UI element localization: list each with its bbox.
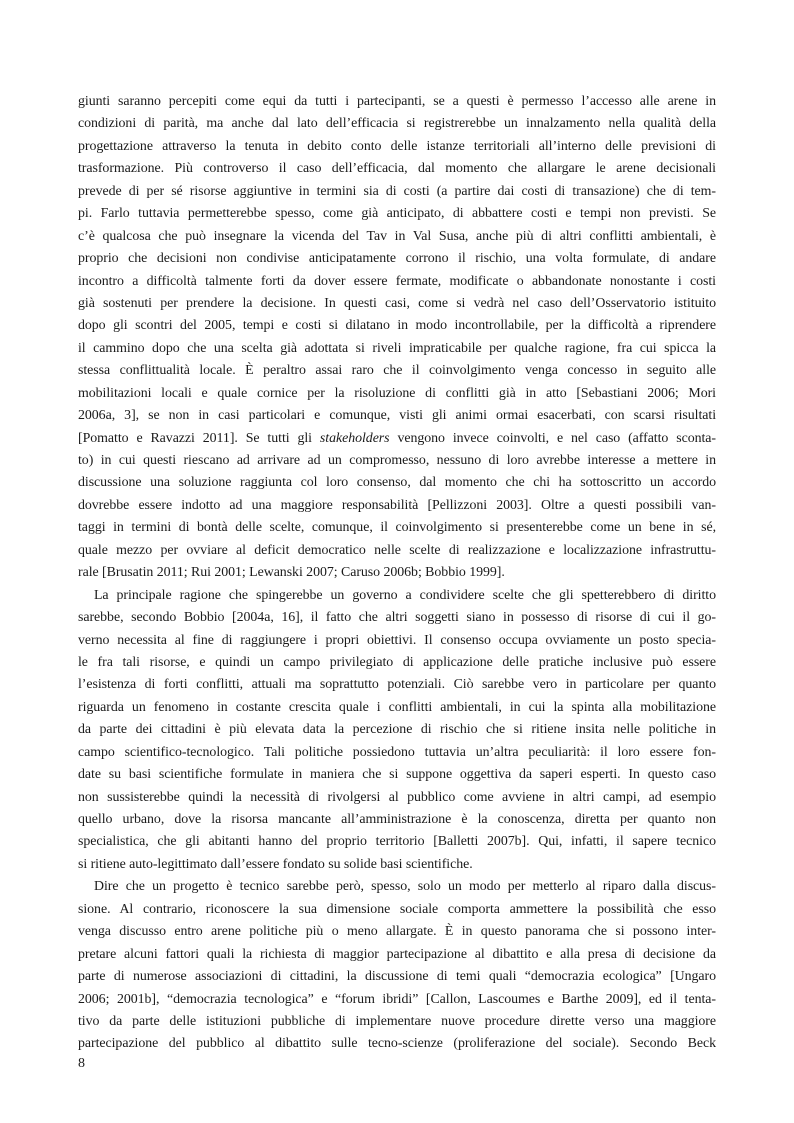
text-line: verno necessita al fine di raggiungere i propri obiettivi. Il consenso occupa ovviamente un posto specia- — [78, 632, 716, 648]
text-line: non sussisterebbe quindi la necessità di rivolgersi al pubblico come avviene in altri campi, ad esempio — [78, 789, 716, 805]
text-line: Dire che un progetto è tecnico sarebbe però, spesso, solo un modo per metterlo al riparo dalla discus- — [94, 879, 716, 895]
text-line: c’è qualcosa che può insegnare la vicenda del Tav in Val Susa, anche più di altri conflitti ambientali, è — [78, 228, 716, 244]
text-line: quale mezzo per ovviare al deficit democratico nelle scelte di realizzazione e localizzazione infrastruttu- — [78, 542, 716, 558]
text-line: tivo da parte delle istituzioni pubbliche di implementare nuove procedure dirette verso una maggiore — [78, 1013, 716, 1029]
text-line: dopo gli scontri del 2005, tempi e costi si dilatano in modo incontrollabile, per la difficoltà a riprendere — [78, 318, 716, 334]
text-line: discussione una soluzione raggiunta col loro consenso, dal momento che chi ha sottoscritto un accordo — [78, 475, 716, 491]
text-line: si ritiene auto-legittimato dall’essere fondato su solide basi scientifiche. — [78, 856, 473, 872]
text-line: il cammino dopo che una scelta già adottata si riveli impraticabile per qualche ragione, fra cui spicca la — [78, 340, 716, 356]
text-line: le fra tali risorse, e quindi un campo privilegiato di applicazione delle pratiche inclusive può essere — [78, 654, 716, 670]
body-text — [78, 91, 716, 1056]
text-line: parte di numerose associazioni di cittadini, la discussione di temi quali “democrazia ecologica” [Ungaro — [78, 969, 716, 985]
paragraph — [78, 585, 716, 877]
text-line: date su basi scientifiche formulate in maniera che si suppone oggettiva da saperi esperti. In questo caso — [78, 767, 716, 783]
text-line: da parte dei cittadini è più elevata data la percezione di rischio che si ritiene insita nelle politiche in — [78, 722, 716, 738]
text-line: incontro a difficoltà talmente forti da dover essere fermate, modificate o abbandonate nonostante i costi — [78, 273, 716, 289]
text-line: condizioni di parità, ma anche dal lato dell’efficacia si registrerebbe un innalzamento nella qualità della — [78, 116, 716, 132]
text-line: partecipazione del pubblico al dibattito sulle tecno-scienze (proliferazione del sociale). Secondo Beck — [78, 1036, 716, 1052]
text-line: mobilitazioni locali e quale cornice per la risoluzione di conflitti già in atto [Sebastiani 2006; Mori — [78, 385, 716, 401]
text-line: già sostenuti per prendere la decisione. In questi casi, come si vedrà nel caso dell’Osservatorio istituito — [78, 295, 716, 311]
text-line: proprio che decisioni non condivise anticipatamente corrono il rischio, una volta formulate, di andare — [78, 251, 716, 267]
text-line: pi. Farlo tuttavia permetterebbe spesso, come già anticipato, di abbattere costi e tempi non previsti. Se — [78, 206, 716, 222]
text-line: 2006; 2001b], “democrazia tecnologica” e “forum ibridi” [Callon, Lascoumes e Barthe 2009], ed il tenta- — [78, 991, 716, 1007]
text-line: sarebbe, secondo Bobbio [2004a, 16], il fatto che altri soggetti siano in possesso di risorse di cui il go- — [78, 610, 716, 626]
text-line: dovrebbe essere indotto ad una maggiore responsabilità [Pellizzoni 2003]. Oltre a questi possibili van- — [78, 497, 716, 513]
text-line: [Pomatto e Ravazzi 2011]. Se tutti gli stakeholders vengono invece coinvolti, e nel caso (affatto sconta- — [78, 430, 716, 446]
text-line: 2006a, 3], se non in casi particolari e comunque, visti gli animi ormai esacerbati, con scarsi risultati — [78, 408, 716, 424]
text-line: giunti saranno percepiti come equi da tutti i partecipanti, se a questi è permesso l’accesso alle arene in — [78, 94, 716, 109]
text-line: prevede di per sé risorse aggiuntive in termini sia di costi (a partire dai costi di transazione) che di tem- — [78, 183, 716, 199]
text-line: progettazione attraverso la tenuta in debito conto delle istanze territoriali all’interno delle previsioni di — [78, 138, 716, 154]
text-line: to) in cui questi riescano ad arrivare ad un compromesso, nessuno di loro avrebbe interesse a mettere in — [78, 453, 716, 468]
paragraph — [78, 91, 716, 585]
text-line: sione. Al contrario, riconoscere la sua dimensione sociale comporta ammettere la possibilità che esso — [78, 901, 716, 917]
text-line: l’esistenza di forti conflitti, attuali ma soprattutto potenziali. Ciò sarebbe vero in particolare per quanto — [78, 677, 716, 693]
text-line: pretare alcuni fattori quali la richiesta di maggior partecipazione al dibattito e alla presa di decisione da — [78, 946, 716, 962]
text-line: campo scientifico-tecnologico. Tali politiche possiedono tuttavia un’altra peculiarità: il loro essere fon- — [78, 744, 716, 760]
paragraph — [78, 876, 716, 1056]
text-line: La principale ragione che spingerebbe un governo a condividere scelte che gli spetterebbero di diritto — [94, 587, 716, 603]
text-line: rale [Brusatin 2011; Rui 2001; Lewanski 2007; Caruso 2006b; Bobbio 1999]. — [78, 565, 505, 581]
text-line: taggi in termini di bontà delle scelte, comunque, il coinvolgimento si presenterebbe come un bene in sé, — [78, 520, 716, 536]
text-line: stessa conflittualità locale. È peraltro assai raro che il coinvolgimento venga concesso in seguito alle — [78, 363, 716, 379]
text-line: riguarda un fenomeno in costante crescita quale i conflitti ambientali, in cui la spinta alla mobilitazione — [78, 699, 716, 715]
text-line: specialistica, che gli abitanti hanno del proprio territorio [Balletti 2007b]. Qui, infatti, il sapere tecnico — [78, 834, 716, 850]
page-number: 8 — [78, 1056, 85, 1071]
text-line: quello urbano, dove la risorsa mancante all’amministrazione è la conoscenza, diretta per quanto non — [78, 812, 716, 827]
text-line: trasformazione. Più controverso il caso dell’efficacia, dal momento che allargare le arene decisionali — [78, 161, 716, 177]
text-line: venga discusso entro arene politiche più o meno allargate. È in questo panorama che si possono inter- — [78, 924, 716, 940]
